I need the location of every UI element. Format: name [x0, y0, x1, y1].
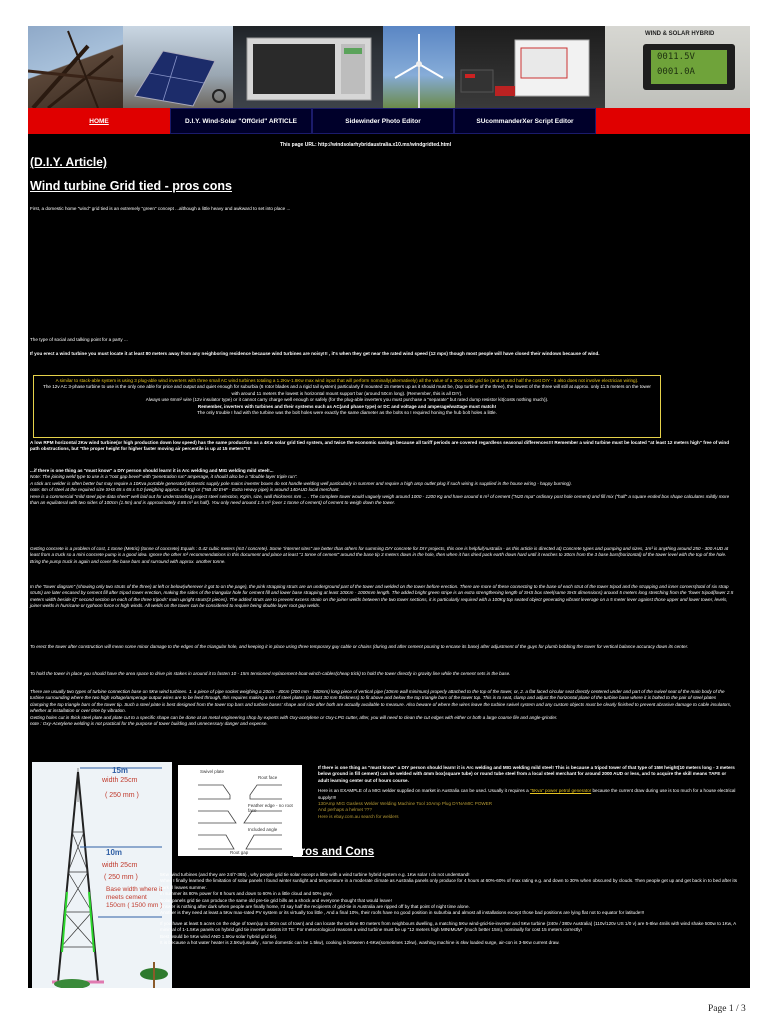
erect-tower-text: To erect the tower after construction will mean some minor damage to the edges of the triangular hole, and keeping it in place using three temporary guy cable or chains (during and after cement pouring to encase its base) after adjustment of the guys for plumb bobbing the tower for vertical balance accuracy down its center.	[30, 644, 689, 649]
nav-spacer	[596, 108, 750, 134]
concrete-text: Getting concrete is a problem of cost, 1 tonne (Metric) (tonne of concrete) Equals : 0.42 cubic meters (m3 / concrete). Some "internet sites" are better than others for summing DIY concrete for DIY projects, this one is helpful(Australia - as this article is directed at) Concrete types and pumping and sizes, 1m³ is anything around 250 - 300 AUD at least from a truck so a mini concrete pump is a good idea. Ignore the other m³ recommendations in this document and place at least "1 tonne of cement" around the base tip 3 meters down in the hole, then when it has dried pack earth down hard until it reaches to 30cm from the 3 base bars(horizontal) of the tower level with the top of the hole. Bring the pump truck in again and cover the base bars and surround with approx. another tonne.	[30, 546, 729, 564]
noise-text: If you erect a wind turbine you must locate it at least 80 meters away from any neighboring residence because wind turbines are noisy!!! , it's when they get near the rated wind speed (12 mps) though most people will have closed their windows because of wind.	[30, 351, 600, 356]
sketch-label-included-angle: Included angle	[248, 827, 278, 832]
sketch-label-swivel: Swivel plate	[200, 769, 225, 774]
welding-line-2: Note: The joining weld type to use is a "root gap bevel" with "penetration run" amperage, it should also be a "double layer triple run".	[30, 474, 298, 480]
nav-diy-article[interactable]: D.I.Y. Wind-Solar "OffGrid" ARTICLE	[170, 108, 312, 134]
diagram-label-width-top: width 25cm	[102, 777, 138, 784]
pros-cons-heading: Pros and Cons	[293, 846, 375, 858]
page-title: Wind turbine Grid tied - pros cons	[30, 179, 232, 193]
callout-line-4: Remember, inverters with turbines and their systems such as AC(and phase type) or DC and voltage and amperage/wattage must match!	[197, 403, 497, 409]
sketch-label-root-gap: Root gap	[230, 850, 249, 855]
helmet-link[interactable]: And perhaps a helmet ???	[318, 807, 372, 813]
ebay-welders-link[interactable]: Here is ebay.com.au search for welders	[318, 813, 399, 819]
pros-line-1: 5Kw wind turbines (and they are 24/7-365) , why people grid tie solar except a little with a wind turbine hybrid system e.g. 1Kw solar I do not understand!	[160, 872, 470, 877]
welding-section	[30, 468, 735, 506]
photo-microwave	[233, 26, 383, 108]
page-canvas	[28, 26, 750, 988]
pros-line-7: If you have at least 5 acres on the edge of town(up to 3Km out of town) and can locate the turbine 80 meters from neighbours dwelling, a matching 5Kw wind-grid-tie-inverter and 5Kw turbine (240v / 380v Australia) (110v/120v US 1/0 v) are 5-8kw 4mils with wind shake 500w to 1Kw, A minimal of 1-1.5Kw panels on hybrid grid tie inverter assists it!! TE: For meteorological reasons a wind turbine must be up "12 meters high MINIMUM" (much better 15m), nominally for cost 15 meters correctly!	[160, 920, 736, 933]
junction-line-3: note : Oxy-Acetylene welding is not practical for the purpose of tower building and unnecessary danger and expense.	[30, 721, 268, 727]
pros-line-6: Another is they need at least a 5Kw max-rated PV system or its virtually too little , And a final 10%, their roofs have no good position in suburbia and almost all installations except those bad positions are lying flat not to equator for latitude!!!	[160, 910, 645, 916]
callout-line-5: The only trouble I had with the turbine was the bolt holes were exactly the same diameter as the bolts so I required honing the hub bolt holes a little.	[197, 410, 497, 416]
page-url: This page URL: http://windsolarhybridaustralia.x10.mx/windgridted.html	[280, 142, 452, 148]
junction-line-2: Getting holes cut in thick steel plate and plate cut to a specific shape can be done at an metal engineering shop by experts with Oxy-acetylene or Oxy-LPG cutter, after, you will need to clean the cut edges with either or both a large coarse file and angle-grinder.	[30, 714, 558, 720]
article-tag: (D.I.Y. Article)	[30, 155, 107, 169]
nav-photo-editor[interactable]: Sidewinder Photo Editor	[312, 108, 454, 134]
welding-line-3: A stick arc welder is often better but may require a 10Kva portable generator(domestic supply pole mains inverter boxes do not handle welding well particularly in summer and require a high amp outlet plug if such wiring is supplied in the house wiring - happy burning).	[30, 480, 572, 486]
welding-line-1: ...if there is one thing as "must know" a DIY person should learn! it is Arc welding and MIG welding mild steel!...	[30, 468, 274, 473]
right-column	[318, 765, 738, 820]
header-banner	[28, 26, 750, 108]
mig-example-text	[318, 788, 738, 801]
pros-line-5: Answer is nothing after dark when people are finally home, I'd say half the recipients of grid-tie in Australia are ripped off by that point of night time alone.	[160, 904, 470, 910]
hold-tower-text: To hold the tower in place you should have the area space to drive pin stakes in around it to fasten 10 - 15m tensioned replacement-boat-winch-cables(cheap trick) to hold the tower directly in gravity line while the cement sets in the base.	[30, 671, 511, 676]
diagram-label-width-mid: width 25cm	[102, 862, 138, 869]
welding-line-4: note: 6m of steel at the required size SHS 65 x 65 x 5.0 (weighing approx. 64 Kg) or ("NB 40 EHF - Extra Heavy pipe) is around 140AUD local merchant.	[30, 487, 340, 493]
sketch-label-root-face: Root face	[258, 775, 278, 780]
callout-line-2: The 12v AC 3-phase turbine to use is the only one able for price and output and quiet enough for suburbia (6 rotor blades and a rigid tail system) particularly if mounted 15 meters up as it should must be, (top turbine of the three), the lowest of the three will still at approx. only 11.5 meters on the tower with around 11 meters the lowest is horizontal mount support bar (around 50cm long). (Remember, this is all DIY).	[43, 384, 651, 396]
pros-line-4: Solar panels grid tie can produce the same old pre-tie grid bills as a shock and everyone thought that would leave!	[160, 897, 392, 903]
diagram-label-250mm-top: ( 250 mm )	[105, 792, 139, 799]
callout-line-1: A similar to stack-able system is using 3 plug-able wind inverters with three small AC wind turbines totaling a 1.2Kw-1.8Kw max wind input that will perform nominally(alternatively) all the value of a 3Kw solar grid tie (and around half the cost DIY - it also does not involve electrician wiring).	[55, 378, 639, 383]
photo-inverter-boxes	[455, 26, 605, 108]
diagram-label-250mm-mid: ( 250 mm )	[104, 874, 138, 881]
intro-text: First, a domestic home "wind" grid tied is an extremely "green" concept ...although a little heavy and awkward to set into place ...	[30, 206, 291, 211]
lcd-line-current: 0001.0A	[657, 67, 695, 77]
pros-line-2: When I finally learned the limitation of solar panels I found winter sunlight and temperature in a moderate climate as Australia panels only produce for 4 hours at 60%-60% of max rating e.g. and down to 30% when obscured by clouds. Then people get up and get back in to bed after its dark ill leaves summer.	[160, 878, 738, 890]
pros-line-9: It is because a hot water heater is 2.5Kw(usually , some domestic can be 1.5kw), cooking is between 4-6Kw(sometimes 12kw), washing machine is 4kw loaded surge, air-con is 3-5Kw current draw.	[160, 940, 560, 946]
photo-solar-panel	[123, 26, 233, 108]
photo-wind-turbine	[383, 26, 455, 108]
lcd-line-voltage: 0011.5V	[657, 52, 695, 62]
sketch-label-feather-edge: Feather edge - no root face	[248, 803, 293, 813]
lcd-display	[651, 50, 727, 84]
mig-example-lead: Here is an EXAMPLE of a MIG welder supplied on market in Australia can be used. Usually it requires a	[318, 788, 529, 794]
welding-must-know-text: If there is one thing as "must know" a DIY person should learn! it is Arc welding and MIG welding mild steel! This is because a tripod tower of that type of 15M height(10 meters long - 3 meters below ground in fill cement) can be welded with 4mm box(square tube) or round tube steel from a local steel merchant for around 2000 AUD or less, and to acquire the skill means TAFE or adult learning center out of hours course.	[318, 765, 735, 783]
controller-panel-label: WIND & SOLAR HYBRID	[645, 31, 715, 37]
party-text: The type of social and talking point for a party ...	[30, 337, 128, 342]
low-rpm-text: A low RPM horizontal 2Kw wind turbine(or high production down low speed) has the same production as a 4Kw solar grid tied system, and twice the economic savings because all tariff periods are covered regardless seasonal differences!!! Remember a wind turbine must be located "at least 12 meters high" free of wind path obstructions, but "the proper height for higher faster moving air percentile is up at 15 meters"!!!	[30, 440, 730, 452]
mig-example-tail: because the current draw during use is too much for a house electrical supply!!!!	[318, 788, 736, 800]
photo-controller-panel	[605, 26, 750, 108]
nav-script-editor[interactable]: SUcommanderXer Script Editor	[454, 108, 596, 134]
welding-line-5: Here is a commercial "mild steel pipe data sheet" well laid out for understanding project steel selection, Kg/m, size, wall thickness mm ... . The complete tower would vaguely weigh around 1000 - 1200 Kg and have around 6 m³ of cement ("N20 mpa" ordinary post hole cement) and fill mix ("half" a square ended box shape calculates mildly more than an equilateral with two sides of 100cm (1.5m) and is approximately 4.86 m³ as half). You only need around 1.5 m³ (over 1 tonne of cement) of cement to weigh down the tower.	[30, 493, 730, 506]
page-number: Page 1 / 3	[708, 1004, 746, 1014]
nav-bar	[28, 108, 750, 134]
junction-line-1: There are usually two types of turbine connection base on 5Kw wind turbines. 1. a piece of pipe socket weighing a 20cm - 40cm (200 mm - 400mm) long piece of vertical pipe (10mm wall minimum) properly attached to the top of the tower, or, 2. a flat faced circular seat directly centered under and part of the swivel seat of the main body of the turbine surrounding where the two high voltage/amperage output wires are to be feed through, this requires making a set of steel plates (at least 30 mm thickness) to fit above and below the top triangle bars of the tower top. This is to seat, clamp and adjust the horizontal plane of the turbine base where it is bolted to the pair of steel plates clamping the top triangle bars of the tower tip. Such a steel plate is best designed from the tower top bars and turbine bases' shape and size after both are actually available to measure. Also beware of where the wires leave the turbine swivel system and any custom objects must be clearly finished to prevent abrasive damage to cable insulators, whether at installation or over time by vibration.	[30, 689, 732, 714]
junction-section	[30, 689, 735, 727]
diagram-label-15m: 15m	[112, 766, 129, 775]
callout-line-3: Always use 6mm² wire (12v insulator type) or it cannot carry charge well enough or safely (for the plug-able inverters you must purchase a "separate" but rated dump resistor kit(costs nothing much)).	[145, 397, 549, 403]
tower-diagram-text: In the "tower diagram" (showing only two struts of the three) at left or below(wherever it got to on the page), the pink strapping struts are an underground part of the tower and welded on the tower before erection. There are more of these connecting to the base of each strut of the tower tripod and the strapping and inner corners(total of six strap struts) are later encased by cement fill after tripod tower erection, making the sides of the triangular hole for cement fill and lower base strapping at least 100cm - 1000mm length. The added bright green stripe is an extra strengthening length of SHS box steel(same SHS dimensions) around 5 meters long stretching from the "lower tripod(lower 2.5 meters width beside it)" second section on each of the three tripods' main upright struts(3 pieces). The added struts are to prevent excess strain on the joiner welds between the two tower sections, it is particularly required with a 100Kg top seated object generating vibrant leverage on a 5 meter lever against those upper and lower tower, levels, joiner welds in hurricane or typhoon force or high winds. All welds on the tower can be considered to require being double layer root gap welds.	[30, 584, 734, 609]
photo-tower	[28, 26, 123, 108]
diagram-label-10m: 10m	[106, 848, 123, 857]
weld-joint-sketch	[178, 765, 302, 856]
generator-link[interactable]: "5Kva" power petrol generator	[529, 788, 592, 794]
diagram-label-base: Base width where it meets cement 150cm ( 1500 mm )	[106, 886, 163, 909]
pros-line-3: In summer its 80% power for 8 hours and down to 60% in a little cloud and 50% grey.	[160, 891, 333, 897]
tower-diagram	[32, 762, 172, 988]
pros-cons-body	[160, 872, 740, 946]
inverter-callout-box	[33, 375, 661, 438]
nav-home[interactable]: HOME	[28, 108, 170, 134]
mig-welder-link[interactable]: 130Amp MIG Gasless Welder Welding Machine Tool 10Amp Plug DYNAMIC POWER	[318, 801, 493, 807]
pros-line-8: Best would be 5Kw wind AND 1.5Kw solar hybrid grid tie).	[160, 933, 278, 939]
